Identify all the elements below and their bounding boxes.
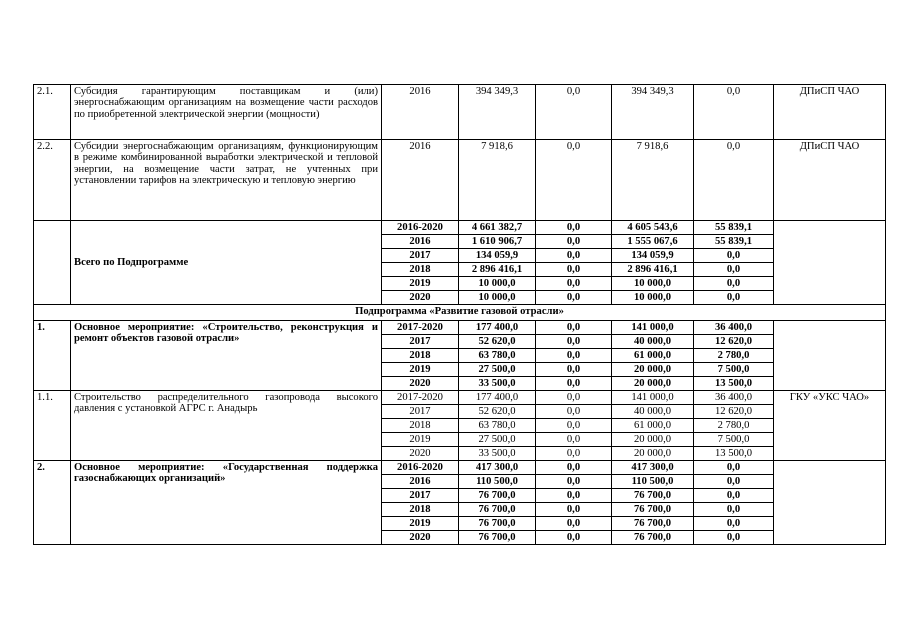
- row-local: 12 620,0: [694, 405, 774, 419]
- row-local: 0,0: [694, 249, 774, 263]
- row-federal: 0,0: [536, 349, 612, 363]
- table-row: [34, 391, 886, 405]
- row-federal: 0,0: [536, 263, 612, 277]
- subprogram-title: Подпрограмма «Развитие газовой отрасли»: [34, 305, 886, 321]
- row-federal: 0,0: [536, 419, 612, 433]
- row-federal: 0,0: [536, 321, 612, 335]
- row-year: 2018: [382, 263, 459, 277]
- row-okrug: 141 000,0: [612, 321, 694, 335]
- row-year: 2016: [382, 85, 459, 140]
- row-total: 76 700,0: [459, 503, 536, 517]
- row-okrug: 4 605 543,6: [612, 221, 694, 235]
- row-local: 2 780,0: [694, 349, 774, 363]
- row-total: 76 700,0: [459, 531, 536, 545]
- row-local: 0,0: [694, 517, 774, 531]
- row-okrug: 141 000,0: [612, 391, 694, 405]
- row-total: 110 500,0: [459, 475, 536, 489]
- row-local: 0,0: [694, 531, 774, 545]
- row-okrug: 40 000,0: [612, 335, 694, 349]
- row-local: 7 500,0: [694, 363, 774, 377]
- row-federal: 0,0: [536, 405, 612, 419]
- row-federal: 0,0: [536, 391, 612, 405]
- row-okrug: 20 000,0: [612, 447, 694, 461]
- row-executor: [774, 321, 886, 391]
- row-name: Основное мероприятие: «Строительство, реконструкция и ремонт объектов газовой отрасли»: [71, 321, 382, 391]
- table-row: [34, 85, 886, 140]
- row-number: 1.: [34, 321, 71, 391]
- row-local: 12 620,0: [694, 335, 774, 349]
- row-year: 2019: [382, 363, 459, 377]
- row-total: 76 700,0: [459, 489, 536, 503]
- row-okrug: 20 000,0: [612, 377, 694, 391]
- row-total: 394 349,3: [459, 85, 536, 140]
- row-local: 0,0: [694, 503, 774, 517]
- row-executor: ДПиСП ЧАО: [774, 85, 886, 140]
- row-total: 4 661 382,7: [459, 221, 536, 235]
- row-okrug: 10 000,0: [612, 291, 694, 305]
- row-okrug: 110 500,0: [612, 475, 694, 489]
- row-year: 2020: [382, 447, 459, 461]
- row-year: 2016: [382, 235, 459, 249]
- row-executor: [774, 221, 886, 305]
- row-okrug: 394 349,3: [612, 85, 694, 140]
- table-row: [34, 461, 886, 475]
- row-number: 2.2.: [34, 140, 71, 221]
- row-local: 36 400,0: [694, 321, 774, 335]
- row-total: 177 400,0: [459, 391, 536, 405]
- row-federal: 0,0: [536, 433, 612, 447]
- row-total: 33 500,0: [459, 447, 536, 461]
- row-local: 0,0: [694, 263, 774, 277]
- row-name: Основное мероприятие: «Государственная поддержка газоснабжающих организаций»: [71, 461, 382, 545]
- row-local: 13 500,0: [694, 447, 774, 461]
- row-okrug: 1 555 067,6: [612, 235, 694, 249]
- table-row: [34, 140, 886, 221]
- row-local: 0,0: [694, 140, 774, 221]
- row-okrug: 61 000,0: [612, 349, 694, 363]
- row-federal: 0,0: [536, 489, 612, 503]
- row-year: 2018: [382, 349, 459, 363]
- row-year: 2017: [382, 335, 459, 349]
- row-federal: 0,0: [536, 503, 612, 517]
- row-year: 2017-2020: [382, 321, 459, 335]
- row-federal: 0,0: [536, 235, 612, 249]
- row-year: 2018: [382, 503, 459, 517]
- row-local: 0,0: [694, 461, 774, 475]
- row-local: 0,0: [694, 489, 774, 503]
- row-total: 7 918,6: [459, 140, 536, 221]
- row-year: 2019: [382, 517, 459, 531]
- row-year: 2017: [382, 405, 459, 419]
- row-local: 55 839,1: [694, 235, 774, 249]
- row-local: 36 400,0: [694, 391, 774, 405]
- row-federal: 0,0: [536, 531, 612, 545]
- row-local: 55 839,1: [694, 221, 774, 235]
- row-okrug: 61 000,0: [612, 419, 694, 433]
- row-local: 13 500,0: [694, 377, 774, 391]
- row-okrug: 2 896 416,1: [612, 263, 694, 277]
- row-name: Субсидии энергоснабжающим организациям, функционирующим в режиме комбинированной выработки электрической и тепловой энергии, на возмещение части затрат, не учтенных при установлении тарифов на электрическую и тепловую энергию: [71, 140, 382, 221]
- row-name: Всего по Подпрограмме: [71, 221, 382, 305]
- row-year: 2017: [382, 489, 459, 503]
- row-okrug: 7 918,6: [612, 140, 694, 221]
- row-total: 63 780,0: [459, 349, 536, 363]
- row-year: 2017-2020: [382, 391, 459, 405]
- row-total: 27 500,0: [459, 363, 536, 377]
- row-local: 0,0: [694, 291, 774, 305]
- row-federal: 0,0: [536, 377, 612, 391]
- table-row: [34, 221, 886, 235]
- row-okrug: 134 059,9: [612, 249, 694, 263]
- row-year: 2016: [382, 475, 459, 489]
- row-executor: [774, 461, 886, 545]
- row-total: 2 896 416,1: [459, 263, 536, 277]
- row-federal: 0,0: [536, 363, 612, 377]
- row-okrug: 76 700,0: [612, 503, 694, 517]
- row-federal: 0,0: [536, 461, 612, 475]
- row-number: 1.1.: [34, 391, 71, 461]
- row-total: 10 000,0: [459, 277, 536, 291]
- row-total: 417 300,0: [459, 461, 536, 475]
- row-okrug: 10 000,0: [612, 277, 694, 291]
- row-federal: 0,0: [536, 85, 612, 140]
- document-page: [33, 84, 885, 545]
- row-okrug: 417 300,0: [612, 461, 694, 475]
- row-total: 10 000,0: [459, 291, 536, 305]
- row-federal: 0,0: [536, 517, 612, 531]
- row-year: 2020: [382, 291, 459, 305]
- row-total: 177 400,0: [459, 321, 536, 335]
- table-row: [34, 321, 886, 335]
- row-okrug: 76 700,0: [612, 517, 694, 531]
- row-local: 2 780,0: [694, 419, 774, 433]
- row-okrug: 76 700,0: [612, 531, 694, 545]
- row-okrug: 40 000,0: [612, 405, 694, 419]
- row-okrug: 20 000,0: [612, 363, 694, 377]
- row-federal: 0,0: [536, 475, 612, 489]
- row-federal: 0,0: [536, 291, 612, 305]
- row-federal: 0,0: [536, 249, 612, 263]
- row-federal: 0,0: [536, 335, 612, 349]
- row-year: 2018: [382, 419, 459, 433]
- row-total: 33 500,0: [459, 377, 536, 391]
- row-year: 2020: [382, 531, 459, 545]
- row-year: 2017: [382, 249, 459, 263]
- row-total: 27 500,0: [459, 433, 536, 447]
- row-local: 0,0: [694, 475, 774, 489]
- program-table: [33, 84, 886, 545]
- row-name: Субсидия гарантирующим поставщикам и (или) энергоснабжающим организациям на возмещение части расходов по приобретенной электрической энергии (мощности): [71, 85, 382, 140]
- row-federal: 0,0: [536, 140, 612, 221]
- row-number: [34, 221, 71, 305]
- subprogram-heading-row: [34, 305, 886, 321]
- row-local: 0,0: [694, 277, 774, 291]
- row-local: 7 500,0: [694, 433, 774, 447]
- row-okrug: 76 700,0: [612, 489, 694, 503]
- row-total: 52 620,0: [459, 405, 536, 419]
- row-total: 76 700,0: [459, 517, 536, 531]
- row-year: 2016-2020: [382, 221, 459, 235]
- row-year: 2016: [382, 140, 459, 221]
- row-total: 1 610 906,7: [459, 235, 536, 249]
- row-number: 2.1.: [34, 85, 71, 140]
- row-year: 2020: [382, 377, 459, 391]
- row-federal: 0,0: [536, 447, 612, 461]
- row-year: 2019: [382, 433, 459, 447]
- row-local: 0,0: [694, 85, 774, 140]
- row-total: 63 780,0: [459, 419, 536, 433]
- row-federal: 0,0: [536, 221, 612, 235]
- row-number: 2.: [34, 461, 71, 545]
- row-year: 2016-2020: [382, 461, 459, 475]
- row-total: 134 059,9: [459, 249, 536, 263]
- row-year: 2019: [382, 277, 459, 291]
- row-okrug: 20 000,0: [612, 433, 694, 447]
- row-total: 52 620,0: [459, 335, 536, 349]
- row-name: Строительство распределительного газопровода высокого давления с установкой АГРС г. Анадырь: [71, 391, 382, 461]
- row-federal: 0,0: [536, 277, 612, 291]
- row-executor: ГКУ «УКС ЧАО»: [774, 391, 886, 461]
- row-executor: ДПиСП ЧАО: [774, 140, 886, 221]
